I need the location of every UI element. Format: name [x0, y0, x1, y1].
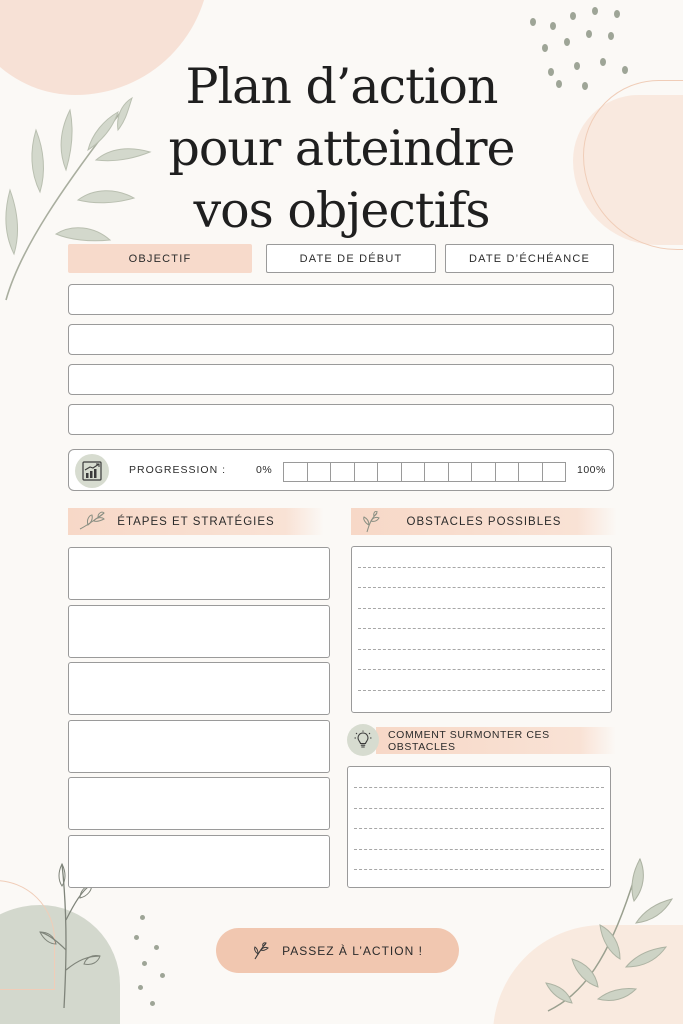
- objectif-line-1[interactable]: [68, 284, 614, 315]
- etapes-section-title: ÉTAPES ET STRATÉGIES: [117, 515, 275, 528]
- chart-growth-icon: [75, 454, 109, 488]
- etape-box-2[interactable]: [68, 605, 330, 658]
- surmonter-section-header: [376, 727, 616, 754]
- progress-segment[interactable]: [355, 463, 379, 481]
- progress-bar[interactable]: [283, 462, 566, 482]
- obstacles-section-header: [351, 508, 617, 535]
- progress-label: PROGRESSION :: [129, 464, 227, 476]
- progress-segment[interactable]: [496, 463, 520, 481]
- progress-segment[interactable]: [543, 463, 566, 481]
- etape-box-5[interactable]: [68, 777, 330, 830]
- progress-segment[interactable]: [425, 463, 449, 481]
- progress-panel: [68, 449, 614, 491]
- cta-label: PASSEZ À L’ACTION !: [282, 943, 423, 958]
- progress-segment[interactable]: [308, 463, 332, 481]
- obstacles-section-title: OBSTACLES POSSIBLES: [406, 515, 562, 528]
- date-debut-field[interactable]: DATE DE DÉBUT: [266, 244, 436, 273]
- progress-segment[interactable]: [331, 463, 355, 481]
- etapes-section-header: [68, 508, 324, 535]
- progress-segment[interactable]: [402, 463, 426, 481]
- objectif-line-2[interactable]: [68, 324, 614, 355]
- surmonter-lined-box[interactable]: [347, 766, 611, 888]
- progress-max-label: 100%: [577, 464, 606, 476]
- progress-segment[interactable]: [284, 463, 308, 481]
- etape-box-6[interactable]: [68, 835, 330, 888]
- progress-segment[interactable]: [519, 463, 543, 481]
- leaf-icon: [78, 511, 108, 531]
- progress-min-label: 0%: [256, 464, 273, 476]
- progress-segment[interactable]: [378, 463, 402, 481]
- decorative-dots-bottom: [130, 915, 170, 1010]
- passez-a-laction-button[interactable]: [216, 928, 459, 973]
- progress-segment[interactable]: [449, 463, 473, 481]
- page-title: [0, 56, 683, 242]
- objectif-header: OBJECTIF: [68, 244, 252, 273]
- etape-box-3[interactable]: [68, 662, 330, 715]
- leaf-icon: [252, 942, 270, 960]
- leaf-icon: [361, 511, 385, 533]
- progress-segment[interactable]: [472, 463, 496, 481]
- date-echeance-field[interactable]: DATE D’ÉCHÉANCE: [445, 244, 614, 273]
- obstacles-lined-box[interactable]: [351, 546, 612, 713]
- etape-box-1[interactable]: [68, 547, 330, 600]
- surmonter-section-title: COMMENT SURMONTER CES OBSTACLES: [388, 728, 550, 753]
- title-line-1: Plan d’action: [185, 58, 498, 115]
- title-line-3: vos objectifs: [193, 182, 490, 239]
- etape-box-4[interactable]: [68, 720, 330, 773]
- title-line-2: pour atteindre: [168, 120, 515, 177]
- objectif-line-3[interactable]: [68, 364, 614, 395]
- objectif-line-4[interactable]: [68, 404, 614, 435]
- lightbulb-icon: [347, 724, 379, 756]
